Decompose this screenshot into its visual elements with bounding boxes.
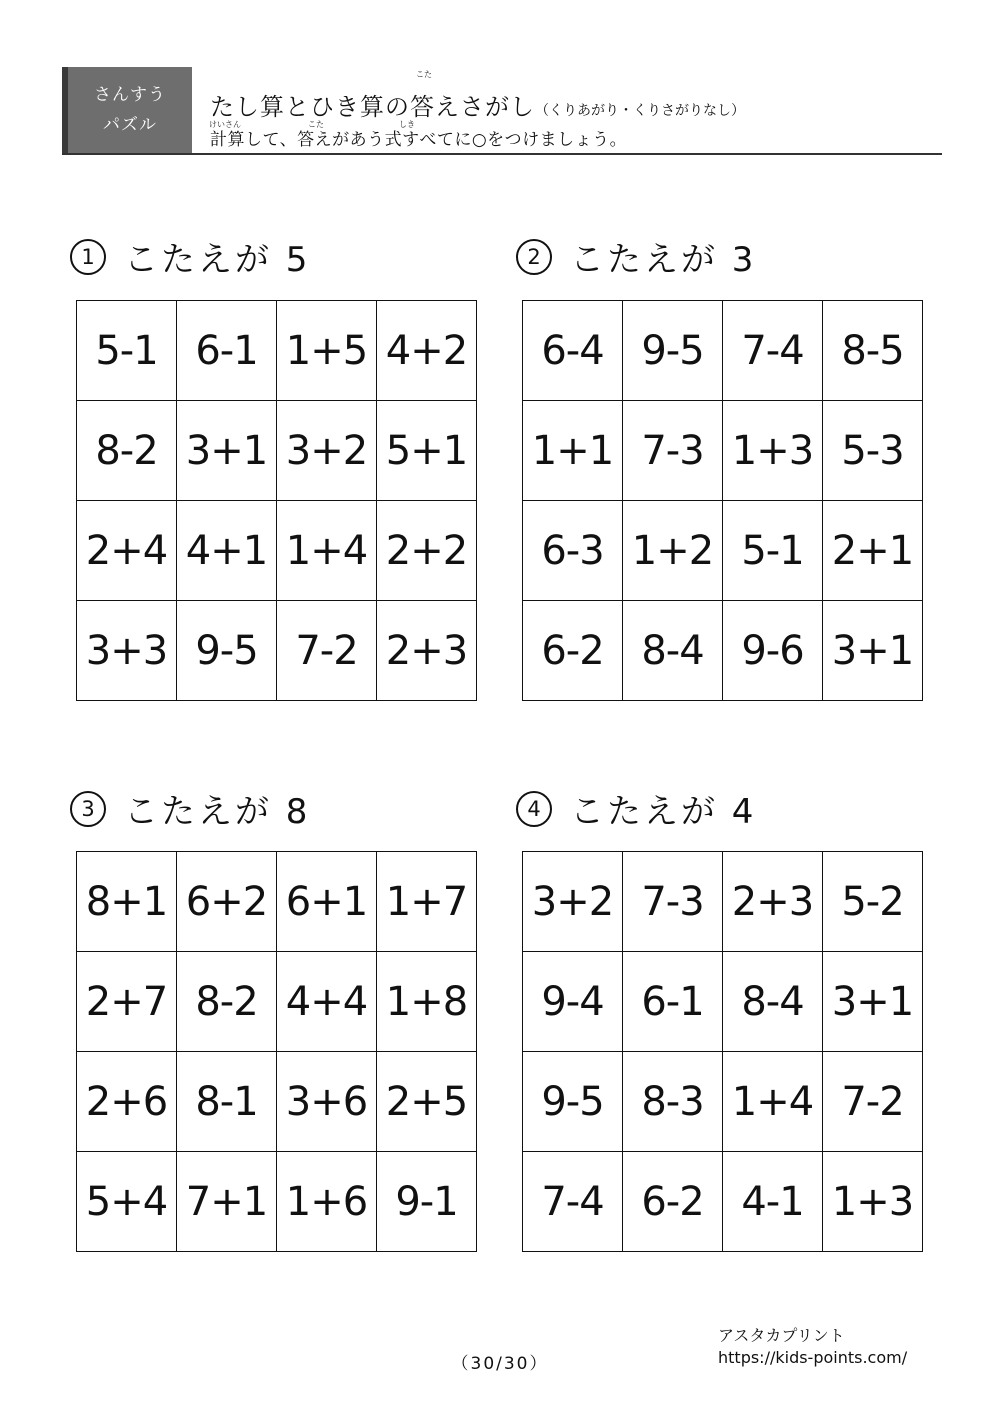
puzzle-4-cell[interactable]: 5-2 bbox=[823, 852, 923, 952]
puzzle-3-cell[interactable]: 3+6 bbox=[277, 1052, 377, 1152]
puzzle-1-cell[interactable]: 7-2 bbox=[277, 601, 377, 701]
puzzle-3-heading bbox=[70, 784, 310, 833]
puzzle-1-cell[interactable]: 1+4 bbox=[277, 501, 377, 601]
publisher-name: アスタカプリント bbox=[718, 1326, 845, 1345]
puzzle-1-cell[interactable]: 3+1 bbox=[177, 401, 277, 501]
instruction-text: 計算して、答えがあう式すべてに○をつけましょう。 bbox=[210, 130, 628, 150]
puzzle-2-cell[interactable]: 7-3 bbox=[623, 401, 723, 501]
category-badge bbox=[62, 67, 192, 153]
puzzle-1-heading bbox=[70, 232, 310, 281]
badge-line-1: さんすう bbox=[94, 85, 166, 105]
puzzle-2-cell[interactable]: 7-4 bbox=[723, 301, 823, 401]
badge-line-2: パズル bbox=[103, 115, 157, 135]
puzzle-2-grid bbox=[522, 300, 923, 701]
title-ruby: こた bbox=[416, 70, 432, 79]
puzzle-1-cell[interactable]: 3+2 bbox=[277, 401, 377, 501]
puzzle-3-cell[interactable]: 7+1 bbox=[177, 1152, 277, 1252]
worksheet-header bbox=[62, 67, 942, 155]
puzzle-3-cell[interactable]: 1+8 bbox=[377, 952, 477, 1052]
worksheet-subtitle: （くりあがり・くりさがりなし） bbox=[535, 103, 745, 119]
puzzle-3-grid bbox=[76, 851, 477, 1252]
puzzle-1-cell[interactable]: 1+5 bbox=[277, 301, 377, 401]
puzzle-4-number: 4 bbox=[516, 791, 552, 827]
instruction-ruby-kota: こた bbox=[308, 120, 324, 129]
worksheet-title: たし算とひき算の答えさがし bbox=[210, 93, 535, 121]
puzzle-1-label: こたえが 5 bbox=[124, 240, 311, 280]
puzzle-1-cell[interactable]: 5-1 bbox=[77, 301, 177, 401]
puzzle-3-cell[interactable]: 5+4 bbox=[77, 1152, 177, 1252]
puzzle-4-cell[interactable]: 1+3 bbox=[823, 1152, 923, 1252]
puzzle-1-cell[interactable]: 6-1 bbox=[177, 301, 277, 401]
puzzle-1-grid bbox=[76, 300, 477, 701]
puzzle-2-label: こたえが 3 bbox=[570, 240, 757, 280]
puzzle-3-cell[interactable]: 1+7 bbox=[377, 852, 477, 952]
puzzle-2-cell[interactable]: 6-2 bbox=[523, 601, 623, 701]
puzzle-3-cell[interactable]: 4+4 bbox=[277, 952, 377, 1052]
instruction-ruby-shiki: しき bbox=[399, 120, 415, 129]
puzzle-2-cell[interactable]: 2+1 bbox=[823, 501, 923, 601]
puzzle-4-cell[interactable]: 6-2 bbox=[623, 1152, 723, 1252]
puzzle-2-cell[interactable]: 6-4 bbox=[523, 301, 623, 401]
puzzle-2-cell[interactable]: 5-3 bbox=[823, 401, 923, 501]
puzzle-4-cell[interactable]: 1+4 bbox=[723, 1052, 823, 1152]
publisher-credit bbox=[718, 1325, 907, 1369]
puzzle-1-number: 1 bbox=[70, 239, 106, 275]
publisher-url[interactable]: https://kids-points.com/ bbox=[718, 1348, 908, 1367]
instruction-ruby-keisan: けいさん bbox=[209, 120, 241, 129]
puzzle-4-cell[interactable]: 7-3 bbox=[623, 852, 723, 952]
puzzle-3-cell[interactable]: 6+1 bbox=[277, 852, 377, 952]
page-number: （30/30） bbox=[451, 1354, 549, 1374]
puzzle-2-cell[interactable]: 8-5 bbox=[823, 301, 923, 401]
puzzle-4-grid bbox=[522, 851, 923, 1252]
puzzle-4-cell[interactable]: 6-1 bbox=[623, 952, 723, 1052]
puzzle-3-cell[interactable]: 2+6 bbox=[77, 1052, 177, 1152]
puzzle-3-cell[interactable]: 2+7 bbox=[77, 952, 177, 1052]
puzzle-1-cell[interactable]: 8-2 bbox=[77, 401, 177, 501]
puzzle-2-cell[interactable]: 9-6 bbox=[723, 601, 823, 701]
puzzle-2-cell[interactable]: 3+1 bbox=[823, 601, 923, 701]
puzzle-3-cell[interactable]: 2+5 bbox=[377, 1052, 477, 1152]
puzzle-3-cell[interactable]: 1+6 bbox=[277, 1152, 377, 1252]
worksheet-title-line bbox=[210, 87, 745, 122]
puzzle-4-cell[interactable]: 3+2 bbox=[523, 852, 623, 952]
puzzle-2-cell[interactable]: 8-4 bbox=[623, 601, 723, 701]
puzzle-1-cell[interactable]: 4+1 bbox=[177, 501, 277, 601]
puzzle-3-cell[interactable]: 8-2 bbox=[177, 952, 277, 1052]
puzzle-3-cell[interactable]: 8-1 bbox=[177, 1052, 277, 1152]
puzzle-2-cell[interactable]: 6-3 bbox=[523, 501, 623, 601]
puzzle-2-cell[interactable]: 5-1 bbox=[723, 501, 823, 601]
puzzle-4-cell[interactable]: 9-4 bbox=[523, 952, 623, 1052]
puzzle-4-cell[interactable]: 2+3 bbox=[723, 852, 823, 952]
puzzle-3-number: 3 bbox=[70, 791, 106, 827]
puzzle-4-label: こたえが 4 bbox=[570, 792, 757, 832]
puzzle-3-label: こたえが 8 bbox=[124, 792, 311, 832]
puzzle-4-cell[interactable]: 4-1 bbox=[723, 1152, 823, 1252]
puzzle-4-heading bbox=[516, 784, 756, 833]
puzzle-4-cell[interactable]: 9-5 bbox=[523, 1052, 623, 1152]
puzzle-4-cell[interactable]: 8-4 bbox=[723, 952, 823, 1052]
puzzle-1-cell[interactable]: 4+2 bbox=[377, 301, 477, 401]
puzzle-4-cell[interactable]: 7-4 bbox=[523, 1152, 623, 1252]
puzzle-3-cell[interactable]: 9-1 bbox=[377, 1152, 477, 1252]
puzzle-3-cell[interactable]: 8+1 bbox=[77, 852, 177, 952]
puzzle-1-cell[interactable]: 3+3 bbox=[77, 601, 177, 701]
puzzle-1-cell[interactable]: 5+1 bbox=[377, 401, 477, 501]
puzzle-4-cell[interactable]: 7-2 bbox=[823, 1052, 923, 1152]
puzzle-1-cell[interactable]: 2+2 bbox=[377, 501, 477, 601]
puzzle-2-cell[interactable]: 9-5 bbox=[623, 301, 723, 401]
puzzle-1-cell[interactable]: 2+4 bbox=[77, 501, 177, 601]
puzzle-2-cell[interactable]: 1+1 bbox=[523, 401, 623, 501]
puzzle-1-cell[interactable]: 9-5 bbox=[177, 601, 277, 701]
puzzle-3-cell[interactable]: 6+2 bbox=[177, 852, 277, 952]
puzzle-4-cell[interactable]: 8-3 bbox=[623, 1052, 723, 1152]
puzzle-1-cell[interactable]: 2+3 bbox=[377, 601, 477, 701]
puzzle-2-heading bbox=[516, 232, 756, 281]
puzzle-2-cell[interactable]: 1+2 bbox=[623, 501, 723, 601]
puzzle-4-cell[interactable]: 3+1 bbox=[823, 952, 923, 1052]
puzzle-2-number: 2 bbox=[516, 239, 552, 275]
puzzle-2-cell[interactable]: 1+3 bbox=[723, 401, 823, 501]
